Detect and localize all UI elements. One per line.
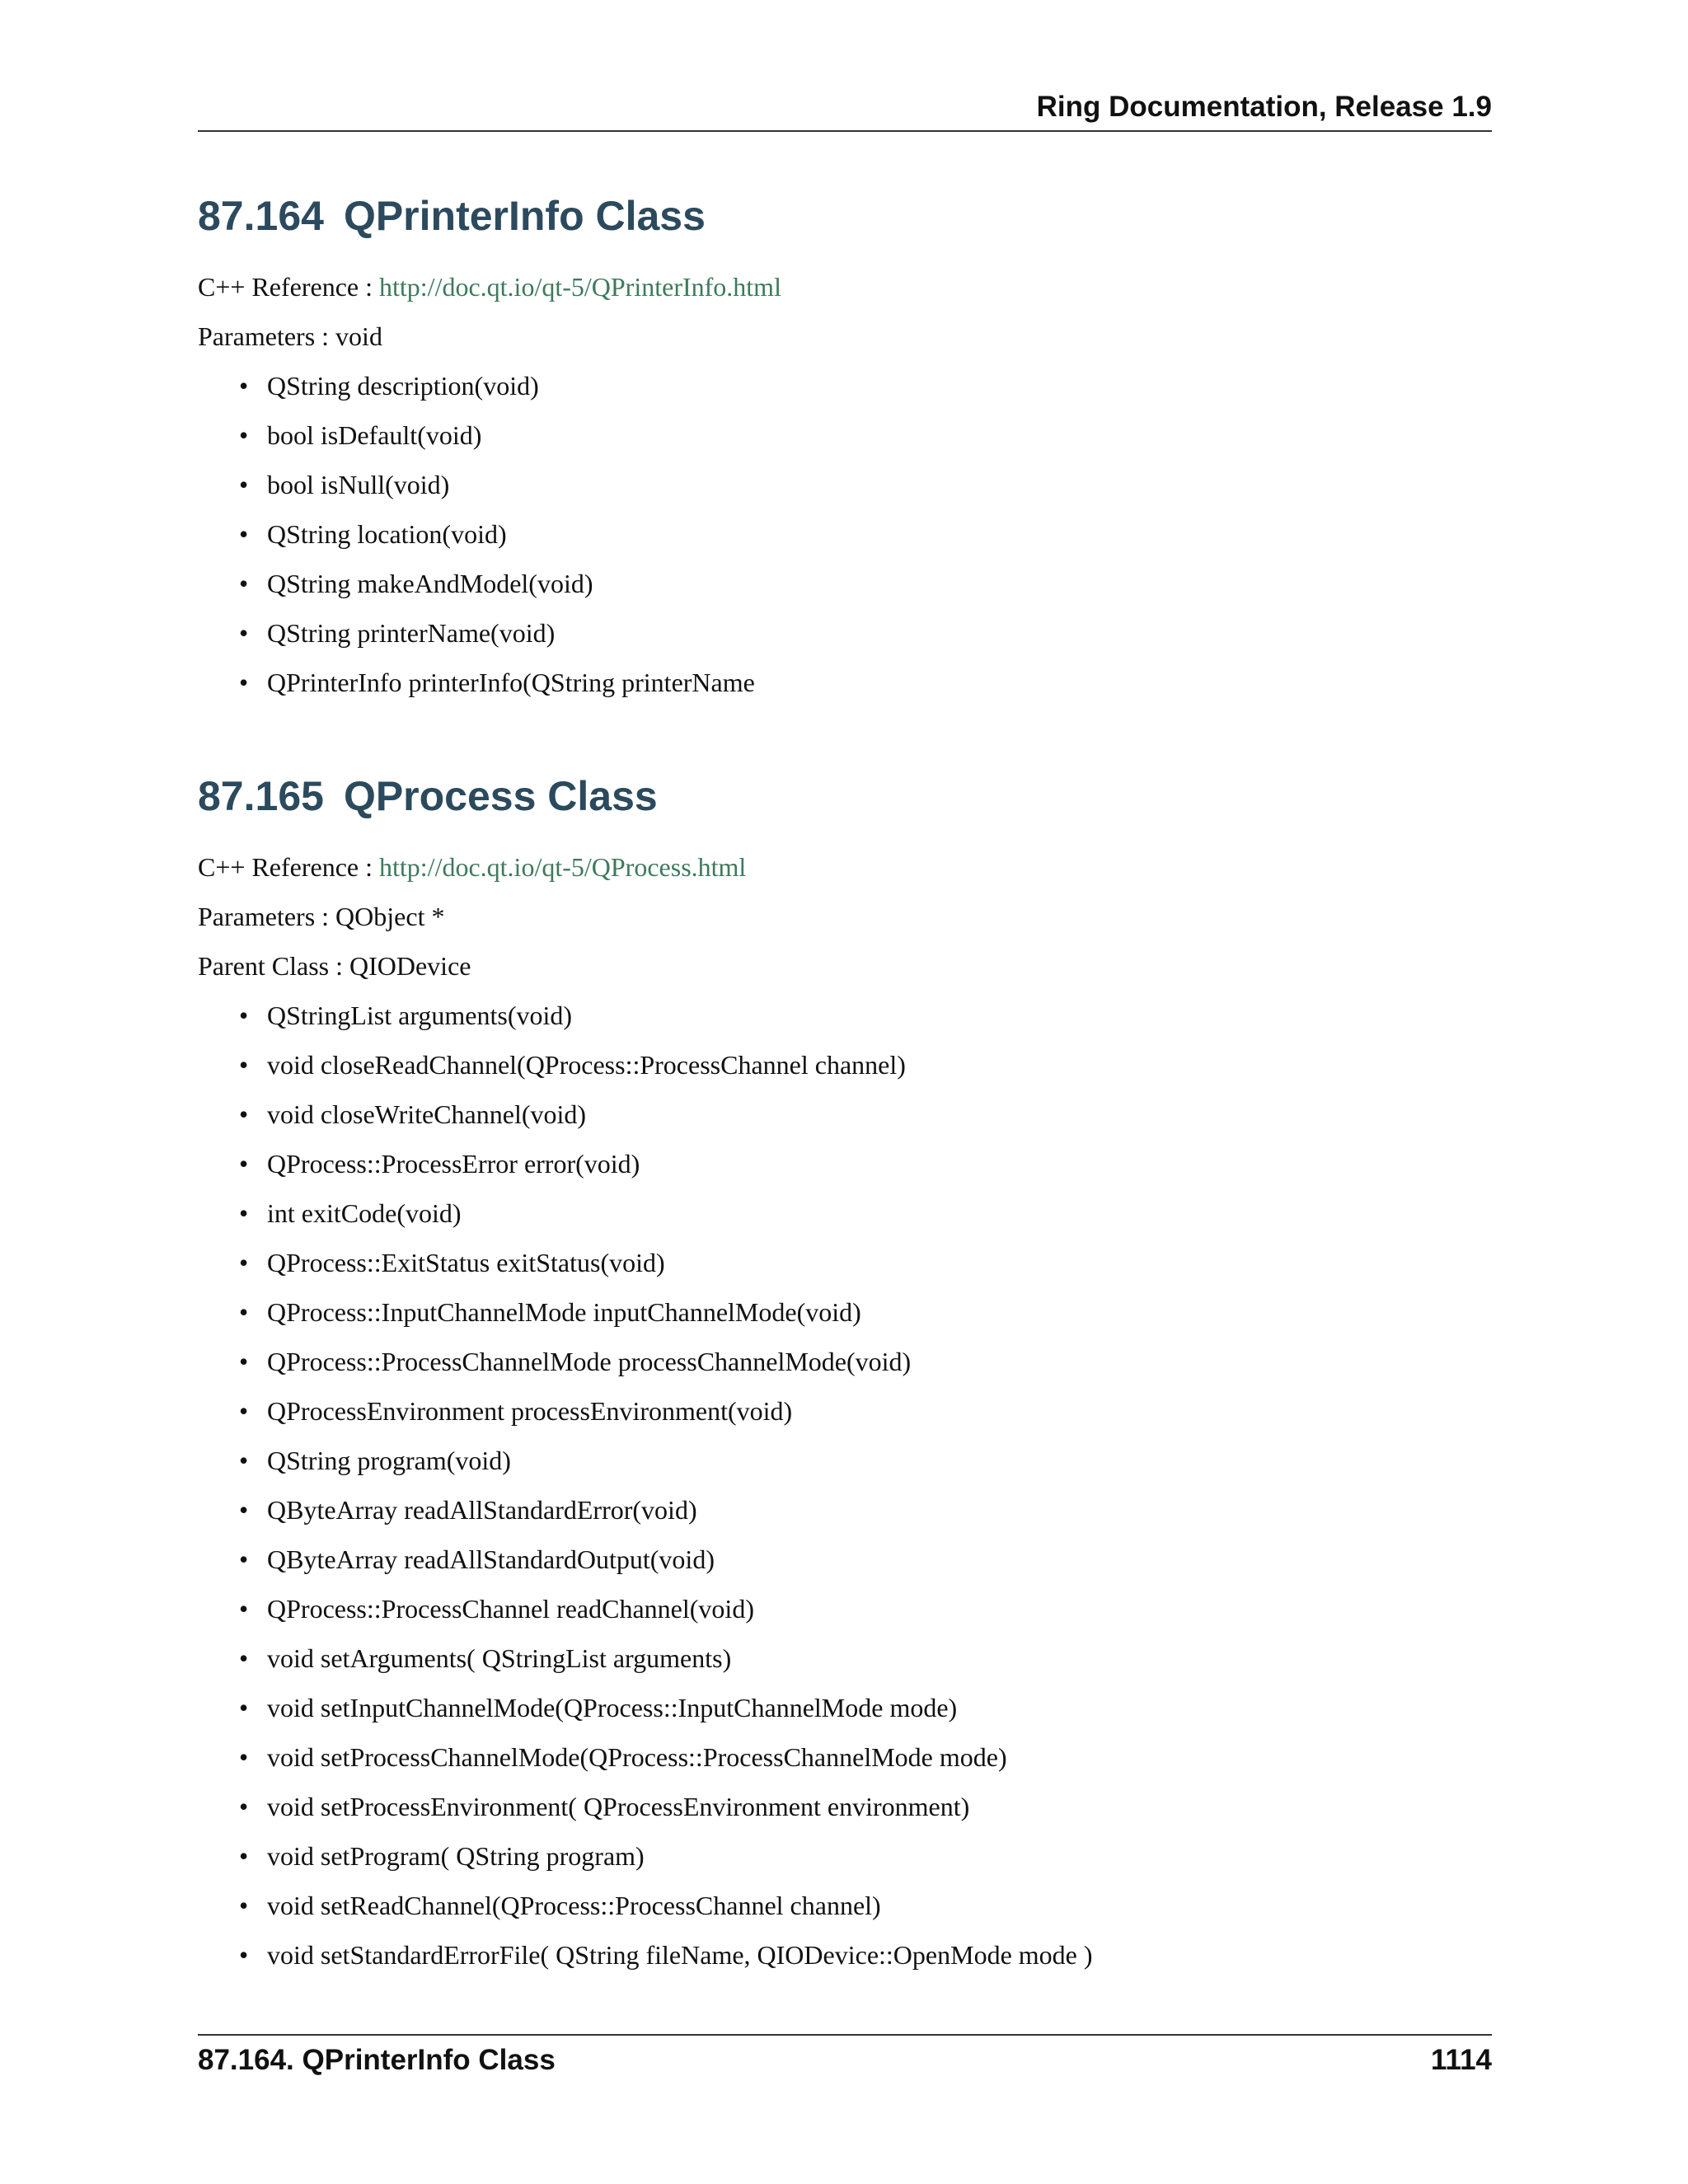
cpp-reference-label: C++ Reference : xyxy=(198,852,379,882)
method-signature: bool isNull(void) xyxy=(267,470,450,499)
list-item xyxy=(198,1840,1492,1872)
bullet-icon: • xyxy=(239,1297,249,1327)
section-qprinterinfo xyxy=(198,191,1492,699)
footer-section-name: 87.164. QPrinterInfo Class xyxy=(198,2044,556,2076)
method-signature: QString program(void) xyxy=(267,1446,511,1475)
list-item xyxy=(198,567,1492,600)
list-item xyxy=(198,1147,1492,1180)
method-signature: QProcess::ProcessChannelMode processChannelMode(void) xyxy=(267,1347,912,1376)
cpp-reference xyxy=(198,270,1492,303)
list-item xyxy=(198,616,1492,649)
bullet-icon: • xyxy=(239,668,249,697)
method-signature: void closeReadChannel(QProcess::ProcessChannel channel) xyxy=(267,1050,906,1080)
list-item xyxy=(198,1394,1492,1427)
bullet-icon: • xyxy=(239,1940,249,1970)
list-item xyxy=(198,1345,1492,1378)
section-number: 87.164 xyxy=(198,193,324,239)
method-signature: int exitCode(void) xyxy=(267,1198,462,1228)
bullet-icon: • xyxy=(239,1396,249,1426)
list-item xyxy=(198,1246,1492,1279)
method-signature: void setInputChannelMode(QProcess::InputChannelMode mode) xyxy=(267,1693,958,1722)
section-title xyxy=(198,771,1492,821)
method-signature: QProcess::ProcessError error(void) xyxy=(267,1149,640,1179)
bullet-icon: • xyxy=(239,1841,249,1871)
cpp-reference xyxy=(198,851,1492,883)
bullet-icon: • xyxy=(239,1248,249,1277)
list-item xyxy=(198,1543,1492,1576)
list-item xyxy=(198,518,1492,551)
bullet-icon: • xyxy=(239,1446,249,1475)
method-signature: QProcess::InputChannelMode inputChannelMode(void) xyxy=(267,1297,861,1327)
list-item xyxy=(198,369,1492,402)
method-signature: void setProcessChannelMode(QProcess::ProcessChannelMode mode) xyxy=(267,1742,1007,1772)
bullet-icon: • xyxy=(239,519,249,549)
list-item xyxy=(198,1592,1492,1625)
method-signature: void setArguments( QStringList arguments) xyxy=(267,1643,732,1673)
bullet-icon: • xyxy=(239,371,249,401)
bullet-icon: • xyxy=(239,618,249,648)
method-signature: void setProcessEnvironment( QProcessEnvironment environment) xyxy=(267,1792,970,1821)
bullet-icon: • xyxy=(239,1198,249,1228)
bullet-icon: • xyxy=(239,1594,249,1624)
list-item xyxy=(198,1493,1492,1526)
cpp-reference-link[interactable]: http://doc.qt.io/qt-5/QProcess.html xyxy=(379,852,747,882)
bullet-icon: • xyxy=(239,1050,249,1080)
bullet-icon: • xyxy=(239,1693,249,1722)
method-signature: QProcess::ExitStatus exitStatus(void) xyxy=(267,1248,665,1277)
footer-page-number: 1114 xyxy=(1431,2044,1492,2076)
method-signature: QPrinterInfo printerInfo(QString printerName xyxy=(267,668,755,697)
method-signature: bool isDefault(void) xyxy=(267,420,482,450)
bullet-icon: • xyxy=(239,1891,249,1920)
parent-class: Parent Class : QIODevice xyxy=(198,951,471,981)
parameters: Parameters : QObject * xyxy=(198,902,445,931)
method-signature: QString description(void) xyxy=(267,371,539,401)
method-signature: QProcess::ProcessChannel readChannel(void) xyxy=(267,1594,754,1624)
list-item xyxy=(198,1296,1492,1329)
running-header: Ring Documentation, Release 1.9 xyxy=(1036,91,1492,123)
method-signature: void closeWriteChannel(void) xyxy=(267,1099,587,1129)
method-signature: QString makeAndModel(void) xyxy=(267,569,593,598)
bullet-icon: • xyxy=(239,1544,249,1574)
bullet-icon: • xyxy=(239,1742,249,1772)
list-item xyxy=(198,1098,1492,1131)
cpp-reference-label: C++ Reference : xyxy=(198,272,379,302)
bullet-icon: • xyxy=(239,1792,249,1821)
bullet-icon: • xyxy=(239,420,249,450)
list-item xyxy=(198,1790,1492,1823)
method-signature: void setStandardErrorFile( QString fileName, QIODevice::OpenMode mode ) xyxy=(267,1940,1093,1970)
section-title xyxy=(198,191,1492,241)
method-signature: QByteArray readAllStandardError(void) xyxy=(267,1495,697,1525)
method-signature: QStringList arguments(void) xyxy=(267,1001,573,1030)
list-item xyxy=(198,1642,1492,1675)
method-list xyxy=(198,369,1492,699)
method-signature: void setReadChannel(QProcess::ProcessChannel channel) xyxy=(267,1891,881,1920)
cpp-reference-link[interactable]: http://doc.qt.io/qt-5/QPrinterInfo.html xyxy=(379,272,781,302)
parameters: Parameters : void xyxy=(198,321,382,351)
method-signature: void setProgram( QString program) xyxy=(267,1841,645,1871)
bullet-icon: • xyxy=(239,1347,249,1376)
method-list xyxy=(198,999,1492,1971)
bullet-icon: • xyxy=(239,1495,249,1525)
list-item xyxy=(198,419,1492,452)
method-signature: QString printerName(void) xyxy=(267,618,556,648)
bullet-icon: • xyxy=(239,1643,249,1673)
list-item xyxy=(198,1938,1492,1971)
list-item xyxy=(198,1048,1492,1081)
section-title-text: QProcess Class xyxy=(343,773,658,819)
method-signature: QByteArray readAllStandardOutput(void) xyxy=(267,1544,715,1574)
bullet-icon: • xyxy=(239,569,249,598)
bullet-icon: • xyxy=(239,1149,249,1179)
method-signature: QProcessEnvironment processEnvironment(void) xyxy=(267,1396,793,1426)
bullet-icon: • xyxy=(239,1001,249,1030)
section-number: 87.165 xyxy=(198,773,324,819)
section-title-text: QPrinterInfo Class xyxy=(343,193,706,239)
list-item xyxy=(198,1741,1492,1774)
document-page xyxy=(198,0,1492,2184)
list-item xyxy=(198,999,1492,1032)
method-signature: QString location(void) xyxy=(267,519,507,549)
list-item xyxy=(198,468,1492,501)
bullet-icon: • xyxy=(239,470,249,499)
list-item xyxy=(198,1691,1492,1724)
footer-rule xyxy=(198,2034,1492,2036)
section-qprocess xyxy=(198,771,1492,1971)
list-item xyxy=(198,1197,1492,1230)
list-item xyxy=(198,1444,1492,1477)
list-item xyxy=(198,1889,1492,1922)
header-rule xyxy=(198,130,1492,132)
bullet-icon: • xyxy=(239,1099,249,1129)
list-item xyxy=(198,666,1492,699)
